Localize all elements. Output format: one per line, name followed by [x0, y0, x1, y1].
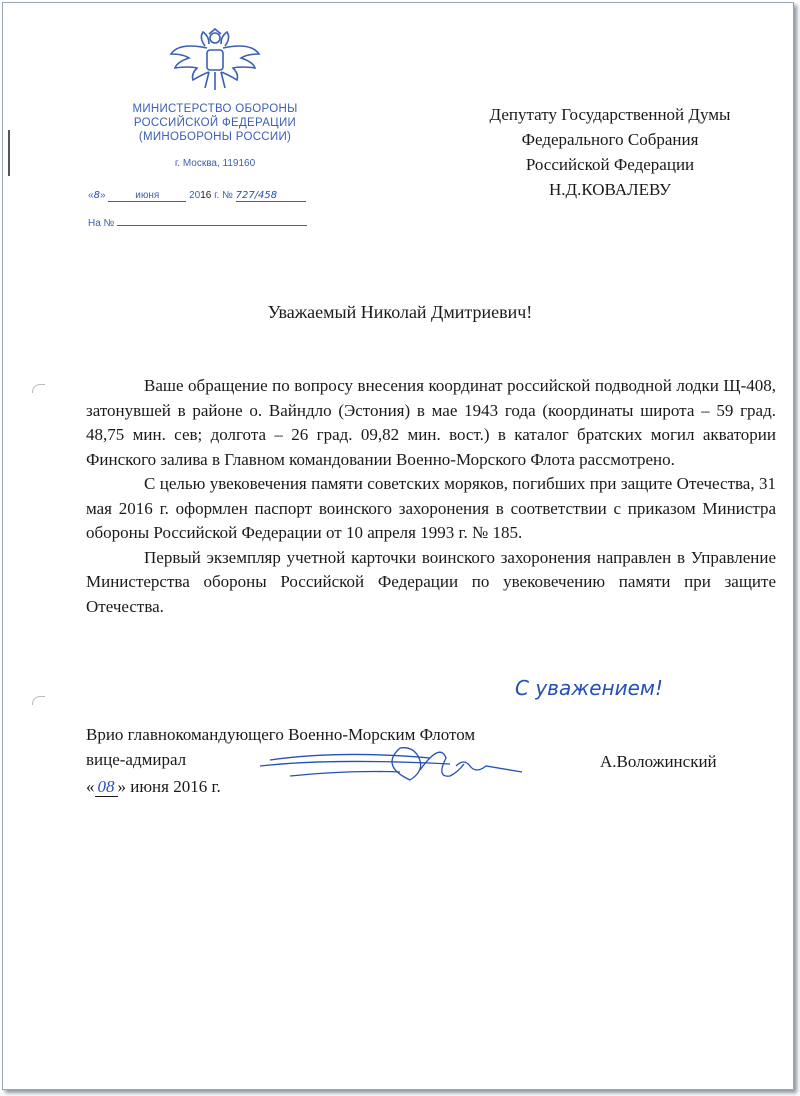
- reference-line: [88, 218, 307, 229]
- date-open-quote: «: [86, 777, 95, 796]
- margin-mark: [8, 130, 10, 176]
- ministry-line: РОССИЙСКОЙ ФЕДЕРАЦИИ: [133, 117, 297, 129]
- doc-number-label: г. №: [214, 190, 233, 201]
- letter-body: [86, 374, 776, 619]
- handwritten-closing: С уважением!: [515, 676, 664, 700]
- date-day: 8: [93, 190, 100, 201]
- ministry-line: (МИНОБОРОНЫ РОССИИ): [138, 131, 292, 143]
- addressee-line: Н.Д.КОВАЛЕВУ: [548, 180, 672, 199]
- double-headed-eagle-icon: [169, 28, 261, 92]
- ministry-line: МИНИСТЕРСТВО ОБОРОНЫ: [132, 103, 298, 115]
- ministry-name: [70, 102, 360, 144]
- addressee-line: Российской Федерации: [525, 155, 695, 174]
- signer-position: Врио главнокомандующего Военно-Морским Флотом: [86, 725, 476, 744]
- punch-hole-mark: [32, 384, 45, 393]
- date-number-line: «8» июня 2016 г. № 727/458: [88, 190, 368, 202]
- handwritten-signature-icon: [250, 736, 530, 796]
- greeting: Уважаемый Николай Дмитриевич!: [267, 302, 533, 322]
- addressee: [420, 102, 800, 202]
- ref-label: На №: [88, 218, 115, 229]
- signature-date-day: 08: [95, 777, 118, 797]
- paragraph: Первый экземпляр учетной карточки воинского захоронения направлен в Управление Министерства обороны Российской Федерации по увековечению памяти при защите Отечества.: [86, 547, 776, 616]
- paragraph: С целью увековечения памяти советских моряков, погибших при защите Отечества, 31 мая 2016 г. оформлен паспорт воинского захоронения в соответствии с приказом Министра обороны Российской Федерации от 10 апреля 1993 г. № 185.: [86, 474, 776, 542]
- date-month: июня: [108, 190, 186, 202]
- date-year-suffix: 16: [200, 190, 212, 201]
- addressee-line: Депутату Государственной Думы: [489, 105, 731, 124]
- paragraph: Ваше обращение по вопросу внесения координат российской подводной лодки Щ-408, затонувшей в районе о. Вайндло (Эстония) в мае 1943 года (координаты широта – 59 град. 48,75 мин. сев; долгота – 26 град. 09,82 мин. вост.) в каталог братских могил акватории Финского залива в Главном командовании Военно-Морского Флота рассмотрено.: [86, 376, 776, 469]
- city-address: г. Москва, 119160: [174, 158, 256, 169]
- signer-name: А.Воложинский: [600, 752, 717, 771]
- punch-hole-mark: [32, 696, 45, 705]
- letterhead: [70, 28, 360, 169]
- signer-rank: вице-адмирал: [86, 750, 187, 769]
- ref-blank: [117, 225, 307, 226]
- addressee-line: Федерального Собрания: [521, 130, 699, 149]
- date-year-prefix: 20: [189, 190, 201, 201]
- doc-number: 727/458: [236, 190, 306, 202]
- signature-date: [86, 777, 221, 797]
- signature-date-rest: » июня 2016 г.: [117, 777, 221, 796]
